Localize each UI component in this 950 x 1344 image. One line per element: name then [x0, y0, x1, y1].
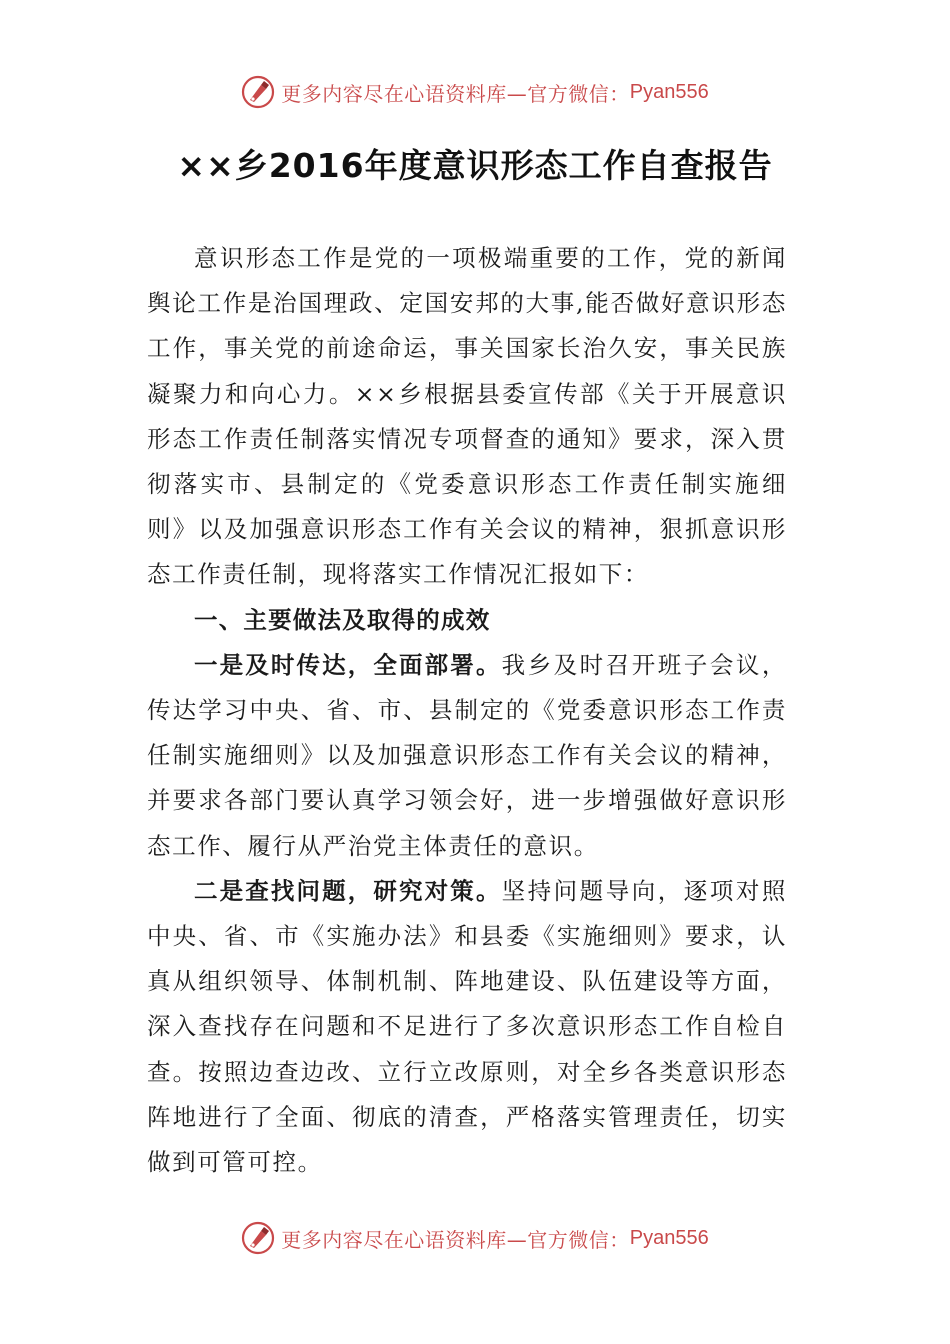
item-2-body: 坚持问题导向，逐项对照中央、省、市《实施办法》和县委《实施细则》要求，认真从组织领导、体制机制、阵地建设、队伍建设等方面，深入查找存在问题和不足进行了多次意识形态工作自检自查。按照边查边改、立行立改原则，对全乡各类意识形态阵地进行了全面、彻底的清查，严格落实管理责任，切实做到可管可控。: [147, 876, 787, 1177]
item-paragraph-2: [147, 869, 787, 1185]
intro-paragraph: 意识形态工作是党的一项极端重要的工作，党的新闻舆论工作是治国理政、定国安邦的大事,能否做好意识形态工作，事关党的前途命运，事关国家长治久安，事关民族凝聚力和向心力。××乡根据县委宣传部《关于开展意识形态工作责任制落实情况专项督查的通知》要求，深入贯彻落实市、县制定的《党委意识形态工作责任制实施细则》以及加强意识形态工作有关会议的精神，狠抓意识形态工作责任制，现将落实工作情况汇报如下：: [147, 244, 787, 589]
item-1-lead: 一是及时传达，全面部署。: [194, 650, 502, 679]
item-1-body: 我乡及时召开班子会议，传达学习中央、省、市、县制定的《党委意识形态工作责任制实施细则》以及加强意识形态工作有关会议的精神，并要求各部门要认真学习领会好，进一步增强做好意识形态工作、履行从严治党主体责任的意识。: [147, 650, 787, 860]
footer-watermark-text: 更多内容尽在心语资料库—官方微信：: [281, 1227, 630, 1252]
pen-nib-logo-icon: [241, 1221, 275, 1255]
document-title: ××乡2016年度意识形态工作自查报告: [177, 146, 773, 185]
item-2-lead: 二是查找问题，研究对策。: [194, 876, 502, 905]
document-body: [147, 236, 787, 1185]
pen-nib-logo-icon: [241, 75, 275, 109]
header-watermark-text: 更多内容尽在心语资料库—官方微信：: [281, 81, 630, 106]
header-watermark-handle: Pyan556: [629, 80, 709, 103]
section-heading: 一、主要做法及取得的成效: [194, 605, 491, 634]
footer-watermark: [0, 1218, 950, 1258]
item-paragraph-1: [147, 643, 787, 869]
header-watermark: [0, 72, 950, 112]
footer-watermark-handle: Pyan556: [629, 1226, 709, 1249]
